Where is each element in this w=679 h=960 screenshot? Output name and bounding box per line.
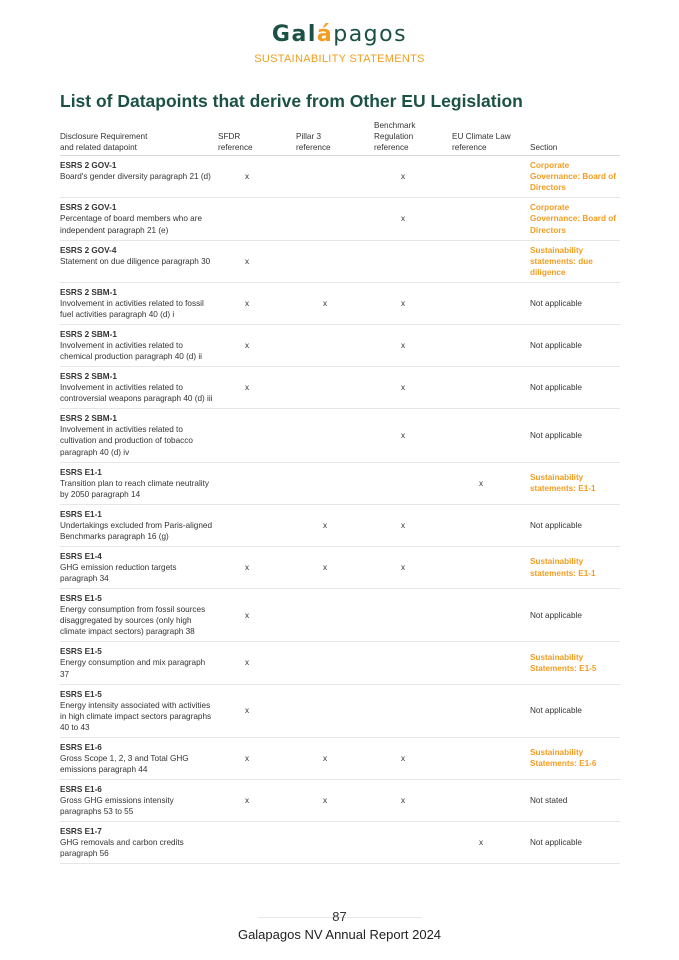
benchmark-mark: x <box>374 156 452 198</box>
disclosure-cell <box>60 737 218 779</box>
page-title: List of Datapoints that derive from Other EU Legislation <box>60 91 523 111</box>
disclosure-code: ESRS E1-5 <box>60 647 102 657</box>
section-text: Not applicable <box>530 822 620 864</box>
header-benchmark-reference: Benchmark Regulation reference <box>374 120 452 156</box>
table-row <box>60 324 620 366</box>
benchmark-mark: x <box>374 737 452 779</box>
sfdr-mark: x <box>218 282 296 324</box>
benchmark-mark: x <box>374 409 452 462</box>
section-text: Not applicable <box>530 684 620 737</box>
pillar3-mark: x <box>296 546 374 588</box>
page-number: 87 <box>332 909 347 924</box>
table-row <box>60 367 620 409</box>
eu-climate-mark <box>452 367 530 409</box>
disclosure-description: Involvement in activities related to fossil fuel activities paragraph 40 (d) i <box>60 298 204 319</box>
sfdr-mark: x <box>218 642 296 684</box>
sfdr-mark: x <box>218 240 296 282</box>
disclosure-code: ESRS E1-7 <box>60 827 102 837</box>
disclosure-description: Energy consumption from fossil sources disaggregated by sources (only high climate impact sectors) paragraph 38 <box>60 605 206 637</box>
sfdr-mark: x <box>218 324 296 366</box>
disclosure-description: GHG emission reduction targets paragraph 34 <box>60 563 177 584</box>
disclosure-description: Gross GHG emissions intensity paragraphs 53 to 55 <box>60 796 174 817</box>
table-row <box>60 546 620 588</box>
pillar3-mark <box>296 409 374 462</box>
logo-text-start: Gal <box>271 22 317 47</box>
header-pillar3-reference: Pillar 3 reference <box>296 120 374 156</box>
table-row <box>60 240 620 282</box>
disclosure-description: Involvement in activities related to controversial weapons paragraph 40 (d) iii <box>60 383 213 404</box>
disclosure-description: GHG removals and carbon credits paragraph 56 <box>60 838 184 859</box>
pillar3-mark <box>296 462 374 504</box>
section-text: Not applicable <box>530 409 620 462</box>
pillar3-mark <box>296 240 374 282</box>
disclosure-code: ESRS E1-1 <box>60 509 102 519</box>
section-text: Not stated <box>530 780 620 822</box>
table-row <box>60 642 620 684</box>
disclosure-code: ESRS E1-5 <box>60 689 102 699</box>
sfdr-mark: x <box>218 737 296 779</box>
table-row <box>60 282 620 324</box>
disclosure-code: ESRS E1-5 <box>60 594 102 604</box>
header-sfdr-reference: SFDR reference <box>218 120 296 156</box>
pillar3-mark: x <box>296 737 374 779</box>
disclosure-cell <box>60 367 218 409</box>
benchmark-mark: x <box>374 504 452 546</box>
benchmark-mark <box>374 240 452 282</box>
disclosure-description: Undertakings excluded from Paris-aligned Benchmarks paragraph 16 (g) <box>60 520 213 541</box>
benchmark-mark <box>374 462 452 504</box>
eu-climate-mark <box>452 684 530 737</box>
table-row <box>60 684 620 737</box>
pillar3-mark: x <box>296 504 374 546</box>
pillar3-mark <box>296 324 374 366</box>
footer-report-title: Galapagos NV Annual Report 2024 <box>237 927 442 942</box>
section-subtitle: SUSTAINABILITY STATEMENTS <box>254 53 425 65</box>
disclosure-cell <box>60 240 218 282</box>
table-row <box>60 780 620 822</box>
disclosure-cell <box>60 324 218 366</box>
disclosure-code: ESRS E1-6 <box>60 785 102 794</box>
table-row <box>60 198 620 240</box>
sfdr-mark: x <box>218 367 296 409</box>
pillar3-mark <box>296 367 374 409</box>
header-disclosure-requirement: Disclosure Requirement and related datapoint <box>60 120 218 156</box>
section-link[interactable]: Sustainability statements: E1-1 <box>530 462 620 504</box>
disclosure-cell <box>60 589 218 642</box>
disclosure-cell <box>60 684 218 737</box>
sfdr-mark: x <box>218 780 296 822</box>
section-text: Not applicable <box>530 367 620 409</box>
benchmark-mark <box>374 642 452 684</box>
eu-climate-mark <box>452 156 530 198</box>
eu-climate-mark <box>452 780 530 822</box>
disclosure-description: Energy intensity associated with activities in high climate impact sectors paragraphs 40 to 43 <box>60 700 212 732</box>
header-section: Section <box>530 120 620 156</box>
sfdr-mark <box>218 822 296 864</box>
disclosure-description: Transition plan to reach climate neutrality by 2050 paragraph 14 <box>60 478 209 499</box>
table-row <box>60 737 620 779</box>
eu-climate-mark <box>452 282 530 324</box>
pillar3-mark <box>296 589 374 642</box>
section-link[interactable]: Corporate Governance: Board of Directors <box>530 198 620 240</box>
disclosure-cell <box>60 198 218 240</box>
disclosure-code: ESRS 2 SBM-1 <box>60 329 117 339</box>
eu-climate-mark <box>452 546 530 588</box>
sfdr-mark: x <box>218 156 296 198</box>
pillar3-mark <box>296 642 374 684</box>
disclosure-code: ESRS 2 GOV-1 <box>60 161 117 171</box>
company-logo <box>0 22 679 47</box>
disclosure-cell <box>60 409 218 462</box>
pillar3-mark: x <box>296 780 374 822</box>
sfdr-mark <box>218 198 296 240</box>
benchmark-mark: x <box>374 546 452 588</box>
disclosure-description: Involvement in activities related to cultivation and production of tobacco paragraph 40 (d) iv <box>60 425 193 457</box>
disclosure-code: ESRS E1-4 <box>60 551 102 561</box>
table-row <box>60 462 620 504</box>
benchmark-mark <box>374 684 452 737</box>
eu-climate-mark: x <box>452 822 530 864</box>
sfdr-mark <box>218 504 296 546</box>
eu-climate-mark <box>452 504 530 546</box>
disclosure-cell <box>60 642 218 684</box>
table-row <box>60 504 620 546</box>
disclosure-code: ESRS 2 GOV-1 <box>60 203 117 213</box>
section-link[interactable]: Sustainability statements: due diligence <box>530 240 620 282</box>
benchmark-mark <box>374 589 452 642</box>
disclosure-description: Gross Scope 1, 2, 3 and Total GHG emissions paragraph 44 <box>60 753 189 774</box>
eu-climate-mark <box>452 409 530 462</box>
disclosure-cell <box>60 822 218 864</box>
eu-climate-mark: x <box>452 462 530 504</box>
disclosure-code: ESRS 2 SBM-1 <box>60 414 117 424</box>
disclosure-code: ESRS 2 GOV-4 <box>60 245 117 255</box>
disclosure-cell <box>60 780 218 822</box>
disclosure-cell <box>60 282 218 324</box>
disclosure-description: Percentage of board members who are independent paragraph 21 (e) <box>60 214 202 235</box>
section-link[interactable]: Sustainability statements: E1-1 <box>530 546 620 588</box>
table-row <box>60 156 620 198</box>
eu-climate-mark <box>452 642 530 684</box>
eu-climate-mark <box>452 198 530 240</box>
sfdr-mark: x <box>218 589 296 642</box>
disclosure-code: ESRS 2 SBM-1 <box>60 287 117 297</box>
datapoints-table <box>60 120 620 864</box>
benchmark-mark: x <box>374 367 452 409</box>
benchmark-mark <box>374 822 452 864</box>
pillar3-mark <box>296 684 374 737</box>
disclosure-cell <box>60 156 218 198</box>
section-link[interactable]: Corporate Governance: Board of Directors <box>530 156 620 198</box>
disclosure-cell <box>60 462 218 504</box>
logo-text-end: pagos <box>333 22 408 47</box>
section-text: Not applicable <box>530 324 620 366</box>
eu-climate-mark <box>452 737 530 779</box>
benchmark-mark: x <box>374 324 452 366</box>
header-eu-climate-law-reference: EU Climate Law reference <box>452 120 530 156</box>
eu-climate-mark <box>452 240 530 282</box>
sfdr-mark <box>218 462 296 504</box>
pillar3-mark <box>296 156 374 198</box>
disclosure-cell <box>60 546 218 588</box>
sfdr-mark: x <box>218 684 296 737</box>
pillar3-mark <box>296 822 374 864</box>
benchmark-mark: x <box>374 198 452 240</box>
sfdr-mark: x <box>218 546 296 588</box>
section-link[interactable]: Sustainability Statements: E1-5 <box>530 642 620 684</box>
table-header-row <box>60 120 620 156</box>
disclosure-cell <box>60 504 218 546</box>
pillar3-mark: x <box>296 282 374 324</box>
disclosure-code: ESRS E1-1 <box>60 467 102 477</box>
disclosure-code: ESRS 2 SBM-1 <box>60 372 117 382</box>
pillar3-mark <box>296 198 374 240</box>
section-text: Not applicable <box>530 504 620 546</box>
section-text: Not applicable <box>530 589 620 642</box>
disclosure-code: ESRS E1-6 <box>60 742 102 752</box>
disclosure-description: Board's gender diversity paragraph 21 (d) <box>60 172 211 182</box>
table-row <box>60 589 620 642</box>
logo-text-accent: á <box>316 22 334 47</box>
disclosure-description: Energy consumption and mix paragraph 37 <box>60 658 206 679</box>
sfdr-mark <box>218 409 296 462</box>
eu-climate-mark <box>452 324 530 366</box>
table-row <box>60 822 620 864</box>
disclosure-description: Involvement in activities related to chemical production paragraph 40 (d) ii <box>60 341 202 362</box>
section-link[interactable]: Sustainability Statements: E1-6 <box>530 737 620 779</box>
section-text: Not applicable <box>530 282 620 324</box>
eu-climate-mark <box>452 589 530 642</box>
disclosure-description: Statement on due diligence paragraph 30 <box>60 256 211 266</box>
benchmark-mark: x <box>374 780 452 822</box>
benchmark-mark: x <box>374 282 452 324</box>
table-row <box>60 409 620 462</box>
